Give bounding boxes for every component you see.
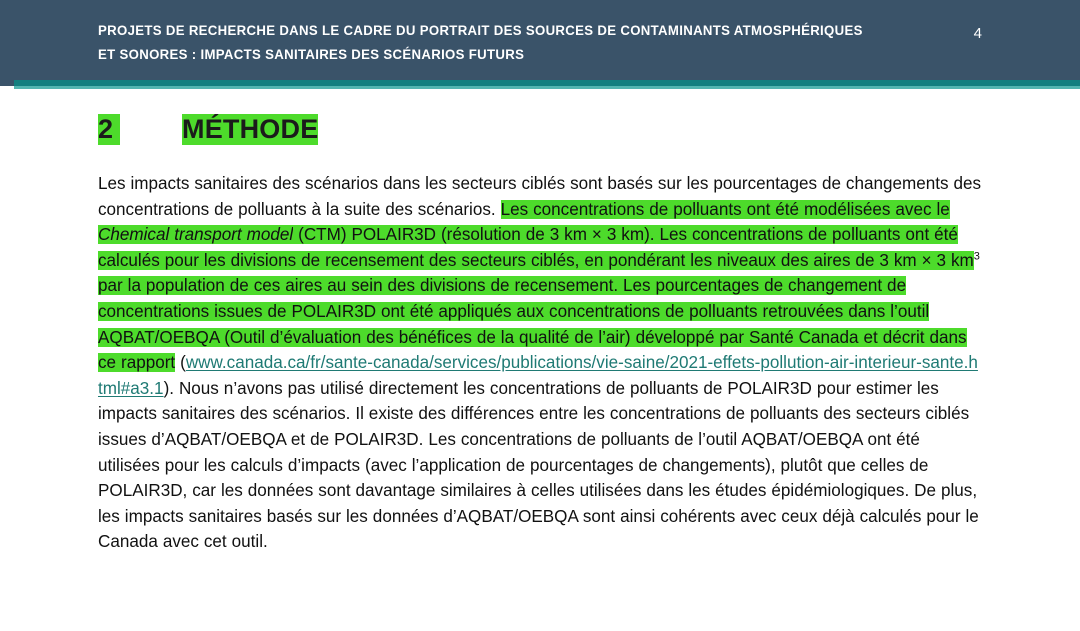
header-title-line-2: ET SONORES : IMPACTS SANITAIRES DES SCÉNARIOS FUTURS xyxy=(98,47,525,63)
source-report-link[interactable]: www.canada.ca/fr/sante-canada/services/publications/vie-saine/2021-effets-pollution-air-interieur-sante.html#a3.1 xyxy=(98,353,978,398)
highlight-italic-term: Chemical transport model xyxy=(98,225,294,245)
superscript-three: 3 xyxy=(973,250,980,263)
highlight-run-b: (CTM) POLAIR3D (résolution de 3 km × 3 km). Les concentrations de polluants ont été calculés pour les divisions de recensement des secteurs ciblés, en pondérant les niveaux des aires de 3 km × 3 km xyxy=(98,225,974,270)
highlight-run-c: par la population de ces aires au sein des divisions de recensement. Les pourcentages de changement de concentrations issues de POLAIR3D ont été appliqués aux concentrations de polluants retrouvées dans l’outil AQBAT/OEBQA (Outil d’évaluation des bénéfices de la qualité de l’air) développé par Santé Canada et décrit dans ce rapport xyxy=(98,276,967,373)
page-number: 4 xyxy=(973,24,982,42)
method-paragraph xyxy=(98,171,982,555)
highlight-run-a: Les concentrations de polluants ont été modélisées avec le xyxy=(500,199,950,219)
page-header xyxy=(0,0,1080,86)
section-title: MÉTHODE xyxy=(182,114,319,144)
header-inner xyxy=(0,19,1080,67)
header-accent-rule-soft xyxy=(14,86,1080,89)
paragraph-tail-text: ). Nous n’avons pas utilisé directement les concentrations de polluants de POLAIR3D pour estimer les impacts sanitaires des scénarios. Il existe des différences entre les concentrations de polluants des secteurs ciblés issues d’AQBAT/OEBQA et de POLAIR3D. Les concentrations de polluants de l’outil AQBAT/OEBQA ont été utilisées pour les calculs d’impacts (avec l’application de pourcentages de changements), plutôt que celles de POLAIR3D, car les données sont davantage similaires à celles utilisées dans les études épidémiologiques. De plus, les impacts sanitaires basés sur les données d’AQBAT/OEBQA sont ainsi cohérents avec ceux déjà calculés pour le Canada avec cet outil. xyxy=(98,378,979,552)
section-number: 2 xyxy=(98,114,120,145)
page-content xyxy=(0,86,1080,555)
section-heading xyxy=(98,114,982,145)
header-title-line-1: PROJETS DE RECHERCHE DANS LE CADRE DU PORTRAIT DES SOURCES DE CONTAMINANTS ATMOSPHÉRIQUES xyxy=(98,23,863,39)
paragraph-intro-text: Les impacts sanitaires des scénarios dans les secteurs ciblés sont basés sur les pourcentages de changements des concentrations de polluants à la suite des scénarios. xyxy=(98,174,982,219)
paren-open-text: ( xyxy=(175,353,186,373)
header-document-title xyxy=(98,19,863,67)
header-accent-rule xyxy=(14,80,1080,86)
